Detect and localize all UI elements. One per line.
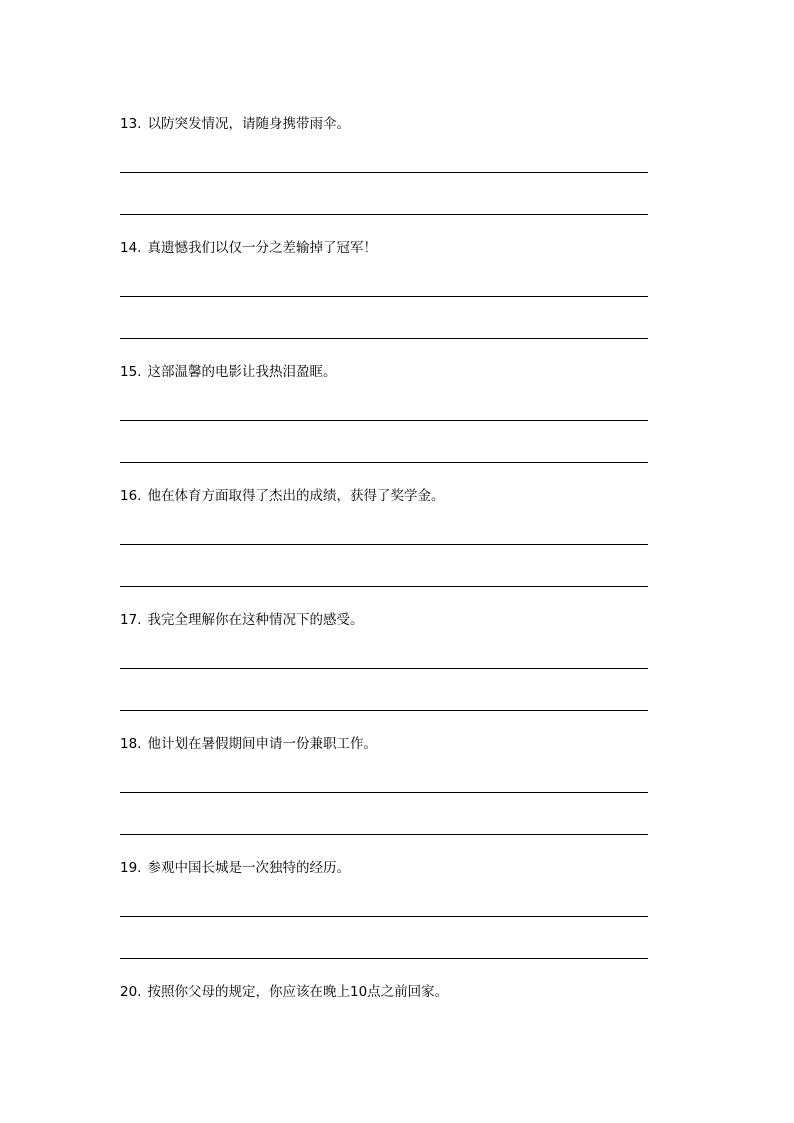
answer-line-18b[interactable]	[120, 834, 648, 835]
answer-line-16a[interactable]	[120, 544, 648, 545]
answer-line-13a[interactable]	[120, 172, 648, 173]
question-19	[120, 859, 350, 877]
answer-line-16b[interactable]	[120, 586, 648, 587]
question-20	[120, 983, 448, 1001]
question-number: 15.	[120, 364, 142, 380]
question-number: 14.	[120, 240, 142, 256]
question-15	[120, 363, 336, 381]
question-text: 以防突发情况，请随身携带雨伞。	[147, 116, 350, 132]
question-number: 18.	[120, 736, 142, 752]
question-number: 20.	[120, 984, 142, 1000]
answer-line-15b[interactable]	[120, 462, 648, 463]
question-18	[120, 735, 377, 753]
question-text: 参观中国长城是一次独特的经历。	[147, 860, 350, 876]
question-13	[120, 115, 350, 133]
question-text: 他在体育方面取得了杰出的成绩，获得了奖学金。	[147, 488, 445, 504]
question-text: 按照你父母的规定，你应该在晚上10点之前回家。	[147, 984, 449, 1000]
question-text: 真遗憾我们以仅一分之差输掉了冠军！	[147, 240, 377, 256]
answer-line-13b[interactable]	[120, 214, 648, 215]
question-text: 这部温馨的电影让我热泪盈眶。	[147, 364, 337, 380]
question-text: 我完全理解你在这种情况下的感受。	[147, 612, 364, 628]
question-17	[120, 611, 363, 629]
question-16	[120, 487, 444, 505]
answer-line-15a[interactable]	[120, 420, 648, 421]
question-text: 他计划在暑假期间申请一份兼职工作。	[147, 736, 377, 752]
answer-line-14b[interactable]	[120, 338, 648, 339]
question-number: 13.	[120, 116, 142, 132]
answer-line-19b[interactable]	[120, 958, 648, 959]
answer-line-17b[interactable]	[120, 710, 648, 711]
question-number: 16.	[120, 488, 142, 504]
answer-line-17a[interactable]	[120, 668, 648, 669]
answer-line-19a[interactable]	[120, 916, 648, 917]
question-number: 17.	[120, 612, 142, 628]
question-14	[120, 239, 377, 257]
answer-line-18a[interactable]	[120, 792, 648, 793]
answer-line-14a[interactable]	[120, 296, 648, 297]
question-number: 19.	[120, 860, 142, 876]
